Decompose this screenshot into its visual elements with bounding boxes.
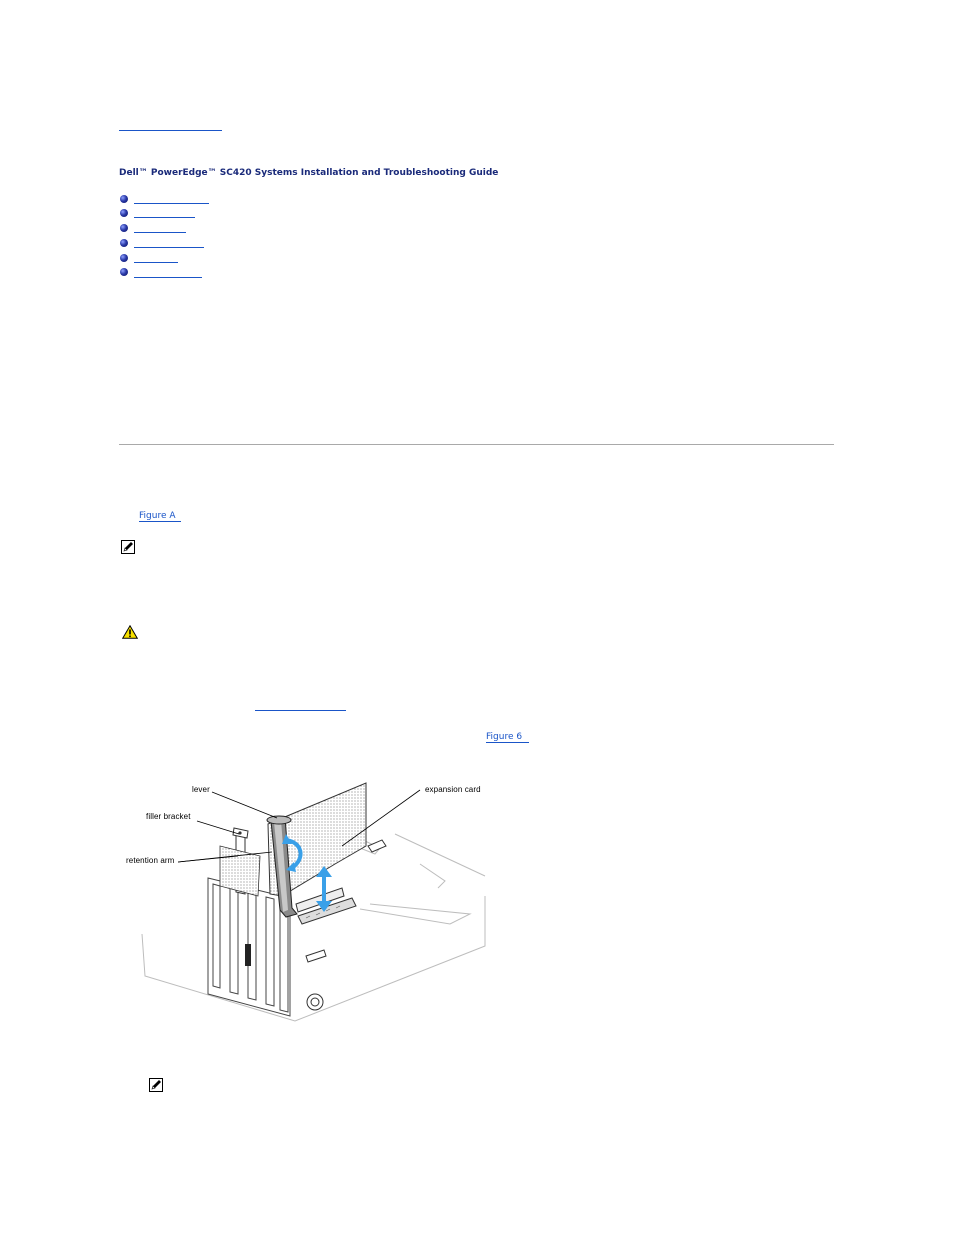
nav-item-link[interactable] [134,217,195,218]
label-lever: lever [192,785,210,794]
blue-sphere-bullet-icon [120,239,128,247]
nav-item-link[interactable] [134,262,178,263]
section-divider [119,444,834,445]
blue-sphere-bullet-icon [120,195,128,203]
figure-a-link[interactable]: Figure A [139,511,181,522]
blue-sphere-bullet-icon [120,254,128,262]
back-to-contents-link[interactable] [119,130,222,131]
nav-item-link[interactable] [134,247,204,248]
expansion-card-illustration [120,776,490,1026]
figure-6-link[interactable]: Figure 6 [486,732,529,743]
blue-sphere-bullet-icon [120,209,128,217]
caution-triangle-icon [122,624,138,638]
inline-section-link[interactable] [255,710,346,711]
note-pencil-icon [149,1077,163,1091]
guide-title: Dell™ PowerEdge™ SC420 Systems Installation and Troubleshooting Guide [119,168,499,178]
nav-item-link[interactable] [134,277,202,278]
label-filler-bracket: filler bracket [146,812,191,821]
nav-item-link[interactable] [134,232,186,233]
label-expansion-card: expansion card [425,785,481,794]
note-pencil-icon [121,539,135,553]
blue-sphere-bullet-icon [120,268,128,276]
nav-item-link[interactable] [134,203,209,204]
blue-sphere-bullet-icon [120,224,128,232]
label-retention-arm: retention arm [126,856,175,865]
